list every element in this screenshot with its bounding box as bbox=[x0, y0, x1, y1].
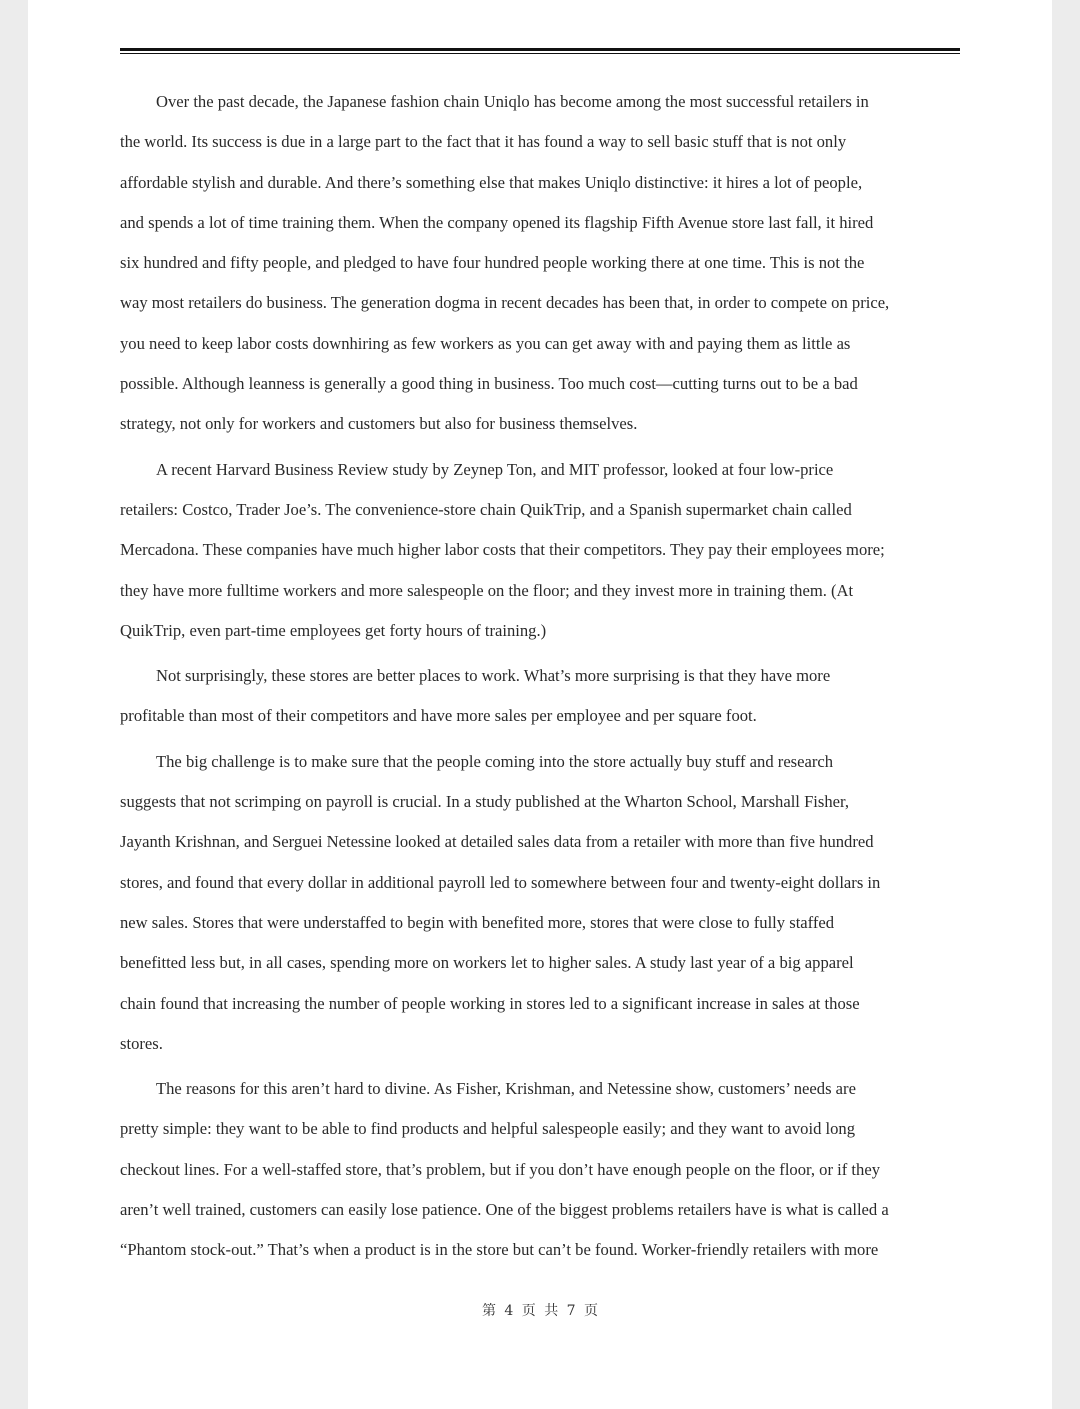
text-line: chain found that increasing the number of people working in stores led to a significant increase in sales at those bbox=[120, 993, 860, 1013]
text-line: profitable than most of their competitors and have more sales per employee and per square foot. bbox=[120, 706, 757, 726]
header-rule-thin bbox=[120, 53, 960, 54]
text-line: possible. Although leanness is generally a good thing in business. Too much cost—cutting turns out to be a bad bbox=[120, 374, 858, 394]
text-line: they have more fulltime workers and more salespeople on the floor; and they invest more in training them. (At bbox=[120, 580, 854, 600]
text-line: strategy, not only for workers and customers but also for business themselves. bbox=[120, 414, 638, 434]
text-line: and spends a lot of time training them. When the company opened its flagship Fifth Avenue store last fall, it hired bbox=[120, 212, 874, 232]
text-line: suggests that not scrimping on payroll is crucial. In a study published at the Wharton School, Marshall Fisher, bbox=[120, 792, 850, 812]
text-line: The reasons for this aren’t hard to divine. As Fisher, Krishman, and Netessine show, customers’ needs are bbox=[156, 1079, 856, 1099]
text-line: QuikTrip, even part-time employees get forty hours of training.) bbox=[120, 620, 547, 640]
document-page bbox=[28, 0, 1052, 1409]
text-line: Mercadona. These companies have much higher labor costs that their competitors. They pay their employees more; bbox=[120, 540, 885, 560]
text-line: pretty simple: they want to be able to find products and helpful salespeople easily; and they want to avoid long bbox=[120, 1119, 856, 1139]
text-line: A recent Harvard Business Review study by Zeynep Ton, and MIT professor, looked at four low-price bbox=[156, 459, 834, 479]
text-line: affordable stylish and durable. And there’s something else that makes Uniqlo distinctive: it hires a lot of people, bbox=[120, 172, 863, 192]
text-line: the world. Its success is due in a large part to the fact that it has found a way to sell basic stuff that is not only bbox=[120, 132, 847, 152]
text-line: you need to keep labor costs downhiring as few workers as you can get away with and paying them as little as bbox=[120, 333, 851, 353]
text-line: six hundred and fifty people, and pledged to have four hundred people working there at one time. This is not the bbox=[120, 253, 865, 273]
text-line: Not surprisingly, these stores are better places to work. What’s more surprising is that they have more bbox=[156, 666, 831, 686]
text-line: aren’t well trained, customers can easily lose patience. One of the biggest problems retailers have is what is called a bbox=[120, 1200, 889, 1220]
paragraph bbox=[120, 1069, 960, 1270]
paragraph bbox=[120, 82, 960, 445]
text-line: The big challenge is to make sure that the people coming into the store actually buy stuff and research bbox=[156, 751, 834, 771]
text-line: Jayanth Krishnan, and Serguei Netessine looked at detailed sales data from a retailer with more than five hundred bbox=[120, 832, 874, 852]
text-line: stores, and found that every dollar in additional payroll led to somewhere between four and twenty-eight dollars in bbox=[120, 872, 881, 892]
text-line: benefitted less but, in all cases, spending more on workers let to higher sales. A study last year of a big apparel bbox=[120, 953, 854, 973]
text-line: stores. bbox=[120, 1033, 163, 1053]
text-line: retailers: Costco, Trader Joe’s. The convenience-store chain QuikTrip, and a Spanish supermarket chain called bbox=[120, 499, 852, 519]
paragraph bbox=[120, 450, 960, 651]
text-line: new sales. Stores that were understaffed to begin with benefited more, stores that were close to fully staffed bbox=[120, 912, 835, 932]
text-line: “Phantom stock-out.” That’s when a product is in the store but can’t be found. Worker-friendly retailers with more bbox=[120, 1240, 879, 1260]
paragraph bbox=[120, 656, 960, 737]
header-rule-thick bbox=[120, 48, 960, 51]
page-number-footer: 第 4 页 共 7 页 bbox=[481, 1303, 599, 1319]
text-line: Over the past decade, the Japanese fashion chain Uniqlo has become among the most successful retailers in bbox=[156, 92, 869, 111]
body-text bbox=[120, 82, 960, 1276]
text-line: way most retailers do business. The generation dogma in recent decades has been that, in order to compete on price, bbox=[120, 293, 890, 313]
paragraph bbox=[120, 742, 960, 1064]
text-line: checkout lines. For a well-staffed store, that’s problem, but if you don’t have enough people on the floor, or if they bbox=[120, 1159, 881, 1179]
